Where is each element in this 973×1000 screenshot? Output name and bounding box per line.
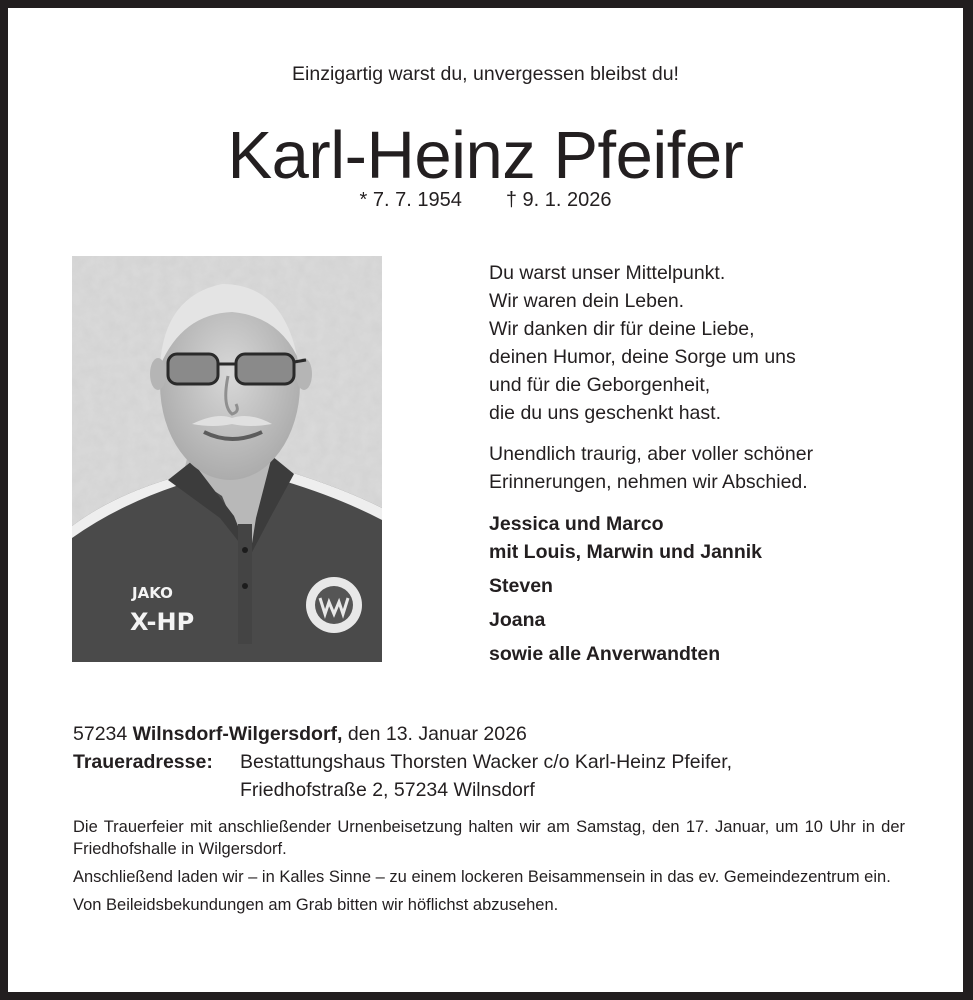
mourner-line: sowie alle Anverwandten — [489, 643, 721, 665]
farewell-line: Unendlich traurig, aber voller schöner — [489, 443, 814, 465]
life-dates — [8, 189, 963, 212]
mourners-list — [489, 510, 762, 668]
motto: Einzigartig warst du, unvergessen bleibst du! — [292, 63, 679, 85]
mourning-address — [240, 748, 732, 804]
mourner-line: Joana — [489, 609, 546, 631]
mourner-line: Steven — [489, 575, 553, 597]
town: Wilnsdorf-Wilgersdorf, — [132, 723, 343, 745]
address-line: Bestattungshaus Thorsten Wacker c/o Karl-Heinz Pfeifer, — [240, 751, 733, 773]
poem-line: Wir waren dein Leben. — [489, 290, 685, 312]
mourner-line: mit Louis, Marwin und Jannik — [489, 541, 763, 563]
poem-line: Wir danken dir für deine Liebe, — [489, 318, 755, 340]
address-line: Friedhofstraße 2, 57234 Wilnsdorf — [240, 779, 535, 801]
poem — [489, 259, 796, 427]
zip-code: 57234 — [73, 723, 128, 745]
deceased-name: Karl-Heinz Pfeifer — [227, 118, 744, 193]
svg-text:JAKO: JAKO — [132, 584, 173, 602]
mourner-line: Jessica und Marco — [489, 513, 664, 535]
farewell-line: Erinnerungen, nehmen wir Abschied. — [489, 471, 808, 493]
poem-line: Du warst unser Mittelpunkt. — [489, 262, 726, 284]
funeral-info — [73, 816, 905, 922]
place-and-date — [73, 720, 527, 748]
poem-line: deinen Humor, deine Sorge um uns — [489, 346, 796, 368]
farewell-text — [489, 440, 813, 496]
obituary-card — [8, 8, 963, 992]
condolence-note: Von Beileidsbekundungen am Grab bitten wir höflichst abzusehen. — [73, 896, 559, 914]
portrait-photo — [72, 256, 382, 662]
poem-line: die du uns geschenkt hast. — [489, 402, 721, 424]
mourning-address-label: Traueradresse: — [73, 751, 213, 773]
death-date: † 9. 1. 2026 — [505, 189, 612, 211]
funeral-details: Die Trauerfeier mit anschließender Urnenbeisetzung halten wir am Samstag, den 17. Januar, um 10 Uhr in der Friedhofshalle in Wilgersdorf. — [73, 818, 905, 858]
svg-text:X-HP: X-HP — [130, 608, 195, 636]
gathering-details: Anschließend laden wir – in Kalles Sinne – zu einem lockeren Beisammensein in das ev. Gemeindezentrum ein. — [73, 868, 891, 886]
poem-line: und für die Geborgenheit, — [489, 374, 711, 396]
date: den 13. Januar 2026 — [347, 723, 527, 745]
birth-date: * 7. 7. 1954 — [359, 189, 462, 211]
